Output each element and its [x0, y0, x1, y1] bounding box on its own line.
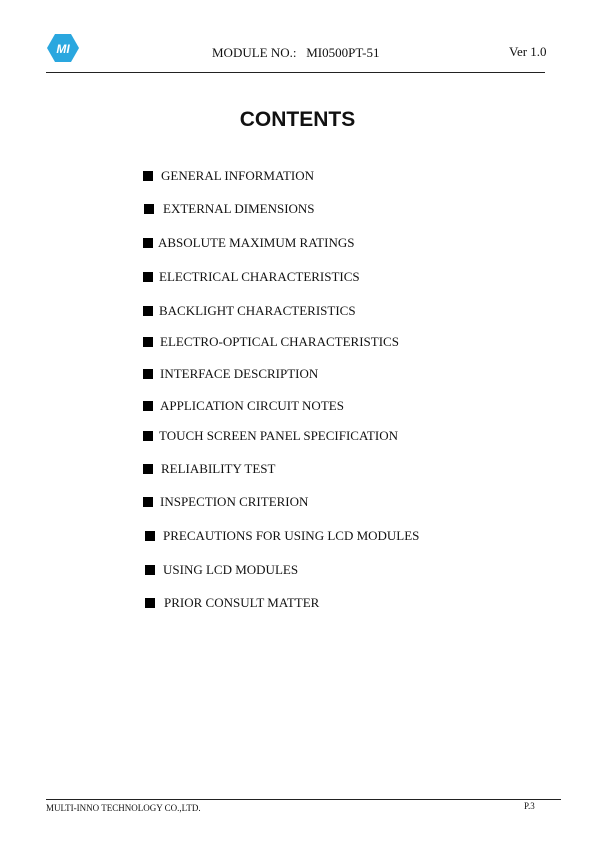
toc-item-label: GENERAL INFORMATION	[161, 168, 314, 183]
square-bullet-icon	[143, 337, 153, 347]
square-bullet-icon	[143, 497, 153, 507]
square-bullet-icon	[143, 464, 153, 474]
square-bullet-icon	[143, 272, 153, 282]
toc-item	[143, 235, 354, 251]
toc-item	[144, 201, 315, 217]
square-bullet-icon	[143, 171, 153, 181]
square-bullet-icon	[145, 565, 155, 575]
toc-item-label: INSPECTION CRITERION	[160, 494, 309, 509]
toc-item	[143, 461, 275, 477]
toc-item-label: USING LCD MODULES	[163, 562, 299, 577]
toc-item-label: EXTERNAL DIMENSIONS	[163, 201, 315, 216]
toc-item	[143, 428, 398, 444]
toc-item-label: INTERFACE DESCRIPTION	[160, 366, 319, 381]
square-bullet-icon	[145, 531, 155, 541]
page-title: CONTENTS	[239, 108, 356, 131]
toc-item	[143, 168, 314, 184]
toc-item-label: APPLICATION CIRCUIT NOTES	[160, 398, 344, 413]
toc-item	[143, 334, 399, 350]
toc-item-label: ELECTRICAL CHARACTERISTICS	[159, 269, 360, 284]
logo-text: MI	[56, 42, 70, 56]
toc-item-label: PRECAUTIONS FOR USING LCD MODULES	[163, 528, 420, 543]
company-name: MULTI-INNO TECHNOLOGY CO.,LTD.	[46, 803, 201, 813]
toc-item	[143, 494, 308, 510]
header-divider	[46, 72, 545, 73]
square-bullet-icon	[143, 238, 153, 248]
square-bullet-icon	[144, 204, 154, 214]
footer-divider	[46, 799, 561, 800]
toc-item-label: TOUCH SCREEN PANEL SPECIFICATION	[159, 428, 398, 443]
toc-item	[143, 303, 356, 319]
toc-item	[145, 595, 319, 611]
toc-item-label: ABSOLUTE MAXIMUM RATINGS	[158, 235, 355, 250]
toc-item-label: ELECTRO-OPTICAL CHARACTERISTICS	[160, 334, 399, 349]
toc-item	[143, 366, 318, 382]
toc-item	[145, 528, 419, 544]
toc-item-label: PRIOR CONSULT MATTER	[164, 595, 320, 610]
toc-item	[143, 398, 344, 414]
module-number: MODULE NO.: MI0500PT-51	[212, 45, 380, 60]
square-bullet-icon	[145, 598, 155, 608]
toc-item	[143, 269, 360, 285]
page-number: P.3	[524, 801, 535, 811]
toc-item	[145, 562, 298, 578]
square-bullet-icon	[143, 306, 153, 316]
square-bullet-icon	[143, 369, 153, 379]
toc-item-label: RELIABILITY TEST	[161, 461, 276, 476]
square-bullet-icon	[143, 401, 153, 411]
square-bullet-icon	[143, 431, 153, 441]
version-label: Ver 1.0	[509, 44, 547, 59]
toc-item-label: BACKLIGHT CHARACTERISTICS	[159, 303, 356, 318]
company-logo	[46, 33, 80, 63]
